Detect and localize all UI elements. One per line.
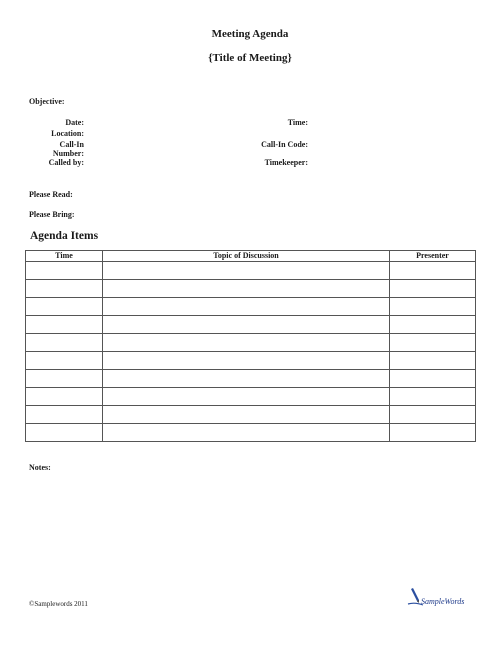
- presenter-cell[interactable]: [390, 280, 476, 298]
- topic-cell[interactable]: [103, 298, 390, 316]
- time-cell[interactable]: [26, 406, 103, 424]
- topic-cell[interactable]: [103, 316, 390, 334]
- table-row: [26, 424, 476, 442]
- presenter-cell[interactable]: [390, 424, 476, 442]
- presenter-cell[interactable]: [390, 298, 476, 316]
- copyright-footer: ©Samplewords 2011: [29, 600, 88, 608]
- topic-cell[interactable]: [103, 262, 390, 280]
- presenter-cell[interactable]: [390, 406, 476, 424]
- time-cell[interactable]: [26, 316, 103, 334]
- call-in-number-label-line1: Call-In: [59, 140, 84, 149]
- date-label: Date:: [65, 118, 84, 127]
- please-bring-label: Please Bring:: [29, 210, 75, 219]
- topic-cell[interactable]: [103, 424, 390, 442]
- time-cell[interactable]: [26, 334, 103, 352]
- time-cell[interactable]: [26, 298, 103, 316]
- timekeeper-label: Timekeeper:: [264, 158, 308, 167]
- table-row: [26, 352, 476, 370]
- topic-cell[interactable]: [103, 406, 390, 424]
- meeting-title-placeholder: {Title of Meeting}: [208, 52, 292, 64]
- call-in-number-label-line2: Number:: [52, 149, 84, 158]
- logo-text: SampleWords: [421, 597, 465, 606]
- agenda-header-row: [26, 251, 476, 262]
- location-label: Location:: [51, 129, 84, 138]
- time-cell[interactable]: [26, 352, 103, 370]
- presenter-cell[interactable]: [390, 370, 476, 388]
- presenter-cell[interactable]: [390, 262, 476, 280]
- topic-cell[interactable]: [103, 370, 390, 388]
- table-row: [26, 334, 476, 352]
- time-cell[interactable]: [26, 370, 103, 388]
- document-title: Meeting Agenda: [211, 28, 289, 40]
- time-cell[interactable]: [26, 424, 103, 442]
- topic-cell[interactable]: [103, 352, 390, 370]
- agenda-table: [25, 250, 476, 442]
- table-row: [26, 406, 476, 424]
- called-by-label: Called by:: [48, 158, 84, 167]
- topic-cell[interactable]: [103, 280, 390, 298]
- samplewords-logo: [405, 586, 475, 608]
- table-row: [26, 388, 476, 406]
- presenter-cell[interactable]: [390, 316, 476, 334]
- presenter-cell[interactable]: [390, 388, 476, 406]
- table-row: [26, 316, 476, 334]
- table-row: [26, 280, 476, 298]
- time-cell[interactable]: [26, 388, 103, 406]
- call-in-code-label: Call-In Code:: [261, 140, 308, 149]
- table-row: [26, 370, 476, 388]
- time-cell[interactable]: [26, 262, 103, 280]
- table-row: [26, 298, 476, 316]
- table-row: [26, 262, 476, 280]
- topic-cell[interactable]: [103, 388, 390, 406]
- objective-label: Objective:: [29, 97, 65, 106]
- time-cell[interactable]: [26, 280, 103, 298]
- time-label: Time:: [287, 118, 308, 127]
- topic-column-header: Topic of Discussion: [103, 251, 390, 262]
- presenter-cell[interactable]: [390, 352, 476, 370]
- topic-cell[interactable]: [103, 334, 390, 352]
- notes-label: Notes:: [29, 463, 51, 472]
- please-read-label: Please Read:: [29, 190, 73, 199]
- presenter-cell[interactable]: [390, 334, 476, 352]
- agenda-items-heading: Agenda Items: [30, 230, 99, 242]
- time-column-header: Time: [26, 251, 103, 262]
- presenter-column-header: Presenter: [390, 251, 476, 262]
